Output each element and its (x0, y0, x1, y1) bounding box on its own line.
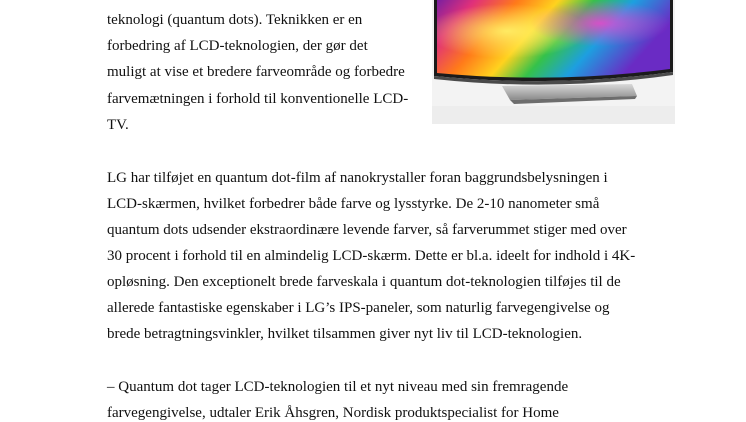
paragraph-1-line-1: teknologi (quantum dots). Teknikken er en (107, 12, 363, 28)
curved-tv-image (432, 0, 675, 124)
paragraph-2-line-2: LCD-skærmen, hvilket forbedrer både farve og lysstyrke. De 2-10 nanometer små (107, 196, 600, 212)
paragraph-2-line-4: 30 procent i forhold til en almindelig LCD-skærm. Dette er bl.a. ideelt for indhold i 4K- (107, 248, 636, 264)
paragraph-3-line-1: – Quantum dot tager LCD-teknologien til et nyt niveau med sin fremragende (107, 379, 569, 395)
paragraph-3-line-2: farvegengivelse, udtaler Erik Åhsgren, Nordisk produktspecialist for Home (107, 405, 559, 421)
paragraph-1-line-4: farvemætningen i forhold til konventionelle LCD- (107, 91, 409, 107)
paragraph-1-line-2: forbedring af LCD-teknologien, der gør det (107, 38, 368, 54)
paragraph-2-line-1: LG har tilføjet en quantum dot-film af nanokrystaller foran baggrundsbelysningen i (107, 170, 608, 186)
paragraph-2-line-6: allerede fantastiske egenskaber i LG’s IPS-paneler, som naturlig farvegengivelse og (107, 300, 610, 316)
paragraph-1-line-5: TV. (107, 117, 129, 133)
paragraph-2-line-3: quantum dots udsender ekstraordinære levende farver, så farverummet stiger med over (107, 222, 627, 238)
paragraph-2-line-7: brede betragtningsvinkler, hvilket tilsammen giver nyt liv til LCD-teknologien. (107, 326, 583, 342)
paragraph-2-line-5: opløsning. Den exceptionelt brede farveskala i quantum dot-teknologien tilføjes til de (107, 274, 621, 290)
paragraph-1-line-3: muligt at vise et bredere farveområde og forbedre (107, 64, 405, 80)
